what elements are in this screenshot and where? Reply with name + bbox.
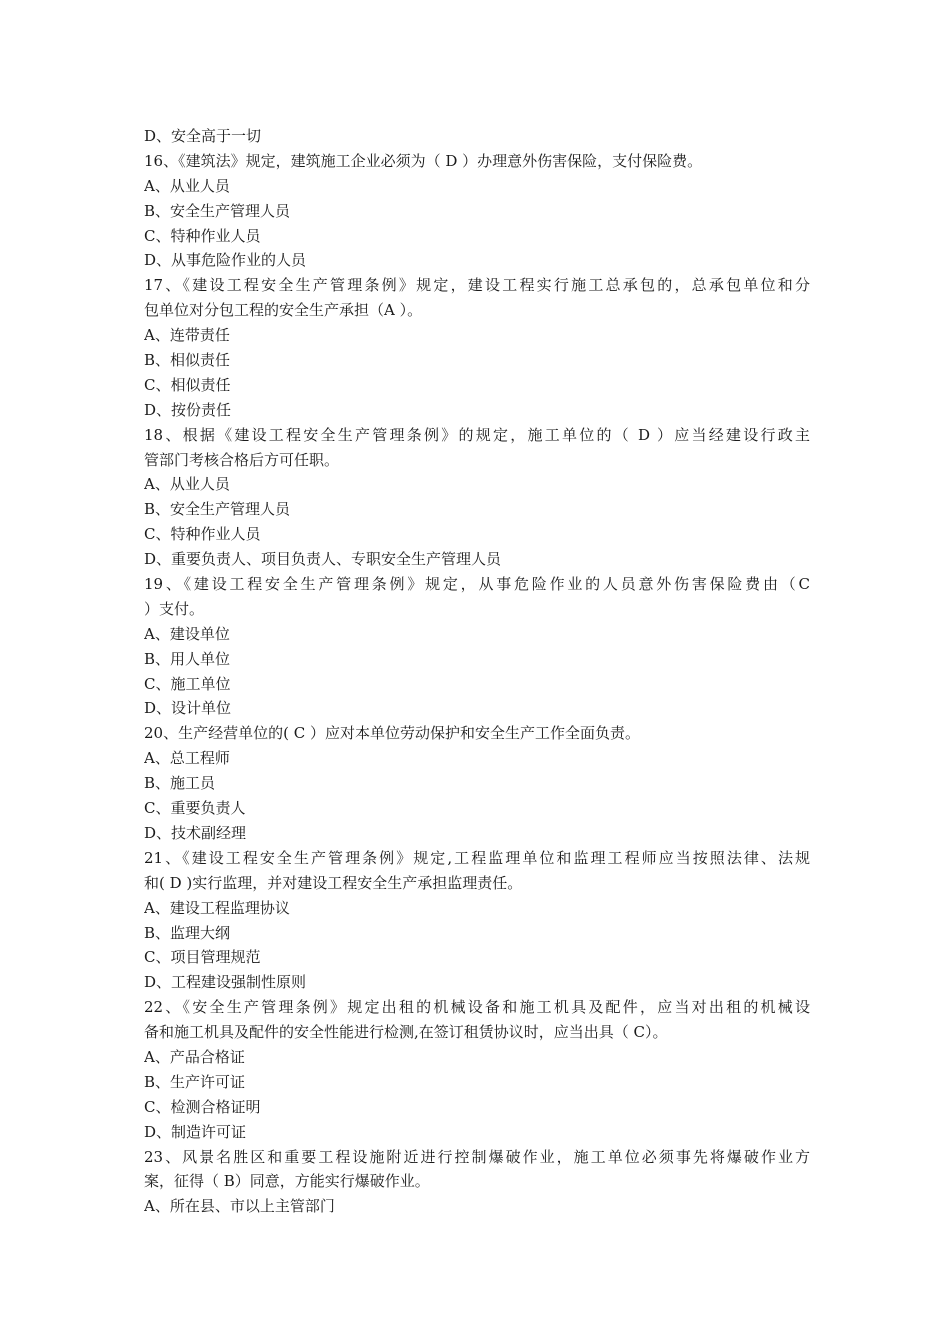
answer-option-line: B、安全生产管理人员 bbox=[144, 201, 291, 220]
answer-option-line: C、项目管理规范 bbox=[144, 948, 261, 967]
answer-option-line: D、按份责任 bbox=[144, 400, 232, 419]
answer-option-line: A、从业人员 bbox=[144, 176, 230, 195]
answer-option-line: B、施工员 bbox=[144, 774, 216, 793]
question-text-line: 22、《安全生产管理条例》规定出租的机械设备和施工机具及配件，应当对出租的机械设 bbox=[144, 998, 810, 1017]
answer-option-line: D、重要负责人、项目负责人、专职安全生产管理人员 bbox=[144, 550, 502, 569]
answer-option-line: D、技术副经理 bbox=[144, 823, 247, 842]
question-text-line: 23、风景名胜区和重要工程设施附近进行控制爆破作业，施工单位必须事先将爆破作业方 bbox=[144, 1147, 810, 1166]
answer-option-line: A、所在县、市以上主管部门 bbox=[144, 1197, 335, 1216]
answer-option-line: C、检测合格证明 bbox=[144, 1097, 261, 1116]
answer-option-line: A、连带责任 bbox=[144, 326, 230, 345]
answer-option-line: A、产品合格证 bbox=[144, 1047, 245, 1066]
answer-option-line: A、从业人员 bbox=[144, 475, 230, 494]
answer-option-line: D、制造许可证 bbox=[144, 1122, 247, 1141]
question-text-line: 管部门考核合格后方可任职。 bbox=[144, 450, 340, 469]
answer-option-line: D、从事危险作业的人员 bbox=[144, 251, 307, 270]
answer-option-line: C、施工单位 bbox=[144, 674, 231, 693]
answer-option-line: A、总工程师 bbox=[144, 749, 230, 768]
question-text-line: 19、《建设工程安全生产管理条例》规定，从事危险作业的人员意外伤害保险费由（C bbox=[144, 575, 810, 594]
question-text-line: 21、《建设工程安全生产管理条例》规定,工程监理单位和监理工程师应当按照法律、法规 bbox=[144, 848, 810, 867]
question-text-line: 备和施工机具及配件的安全性能进行检测,在签订租赁协议时，应当出具（ C）。 bbox=[144, 1023, 668, 1042]
answer-option-line: C、特种作业人员 bbox=[144, 226, 261, 245]
answer-option-line: A、建设单位 bbox=[144, 624, 230, 643]
answer-option-line: C、特种作业人员 bbox=[144, 525, 261, 544]
answer-option-line: B、用人单位 bbox=[144, 649, 231, 668]
answer-option-line: B、相似责任 bbox=[144, 351, 231, 370]
question-text-line: 18、根据《建设工程安全生产管理条例》的规定，施工单位的（ D ）应当经建设行政主 bbox=[144, 425, 810, 444]
answer-option-line: A、建设工程监理协议 bbox=[144, 898, 290, 917]
question-text-line: 案，征得（ B）同意，方能实行爆破作业。 bbox=[144, 1172, 430, 1191]
question-text-line: 20、生产经营单位的( C ）应对本单位劳动保护和安全生产工作全面负责。 bbox=[144, 724, 640, 743]
document-page bbox=[144, 124, 810, 1219]
question-text-line: 16、《建筑法》规定，建筑施工企业必须为（ D ）办理意外伤害保险，支付保险费。 bbox=[144, 151, 703, 170]
question-text-line: 17、《建设工程安全生产管理条例》规定，建设工程实行施工总承包的，总承包单位和分 bbox=[144, 276, 810, 295]
question-text-line: ）支付。 bbox=[144, 599, 205, 618]
answer-option-line: D、设计单位 bbox=[144, 699, 232, 718]
answer-option-line: D、安全高于一切 bbox=[144, 127, 262, 145]
answer-option-line: C、重要负责人 bbox=[144, 799, 246, 818]
answer-option-line: B、监理大纲 bbox=[144, 923, 231, 942]
answer-option-line: C、相似责任 bbox=[144, 375, 231, 394]
answer-option-line: B、安全生产管理人员 bbox=[144, 500, 291, 519]
answer-option-line: D、工程建设强制性原则 bbox=[144, 973, 307, 992]
answer-option-line: B、生产许可证 bbox=[144, 1072, 246, 1091]
question-text-line: 和( D )实行监理，并对建设工程安全生产承担监理责任。 bbox=[144, 873, 523, 892]
question-text-line: 包单位对分包工程的安全生产承担（A ）。 bbox=[144, 301, 423, 320]
